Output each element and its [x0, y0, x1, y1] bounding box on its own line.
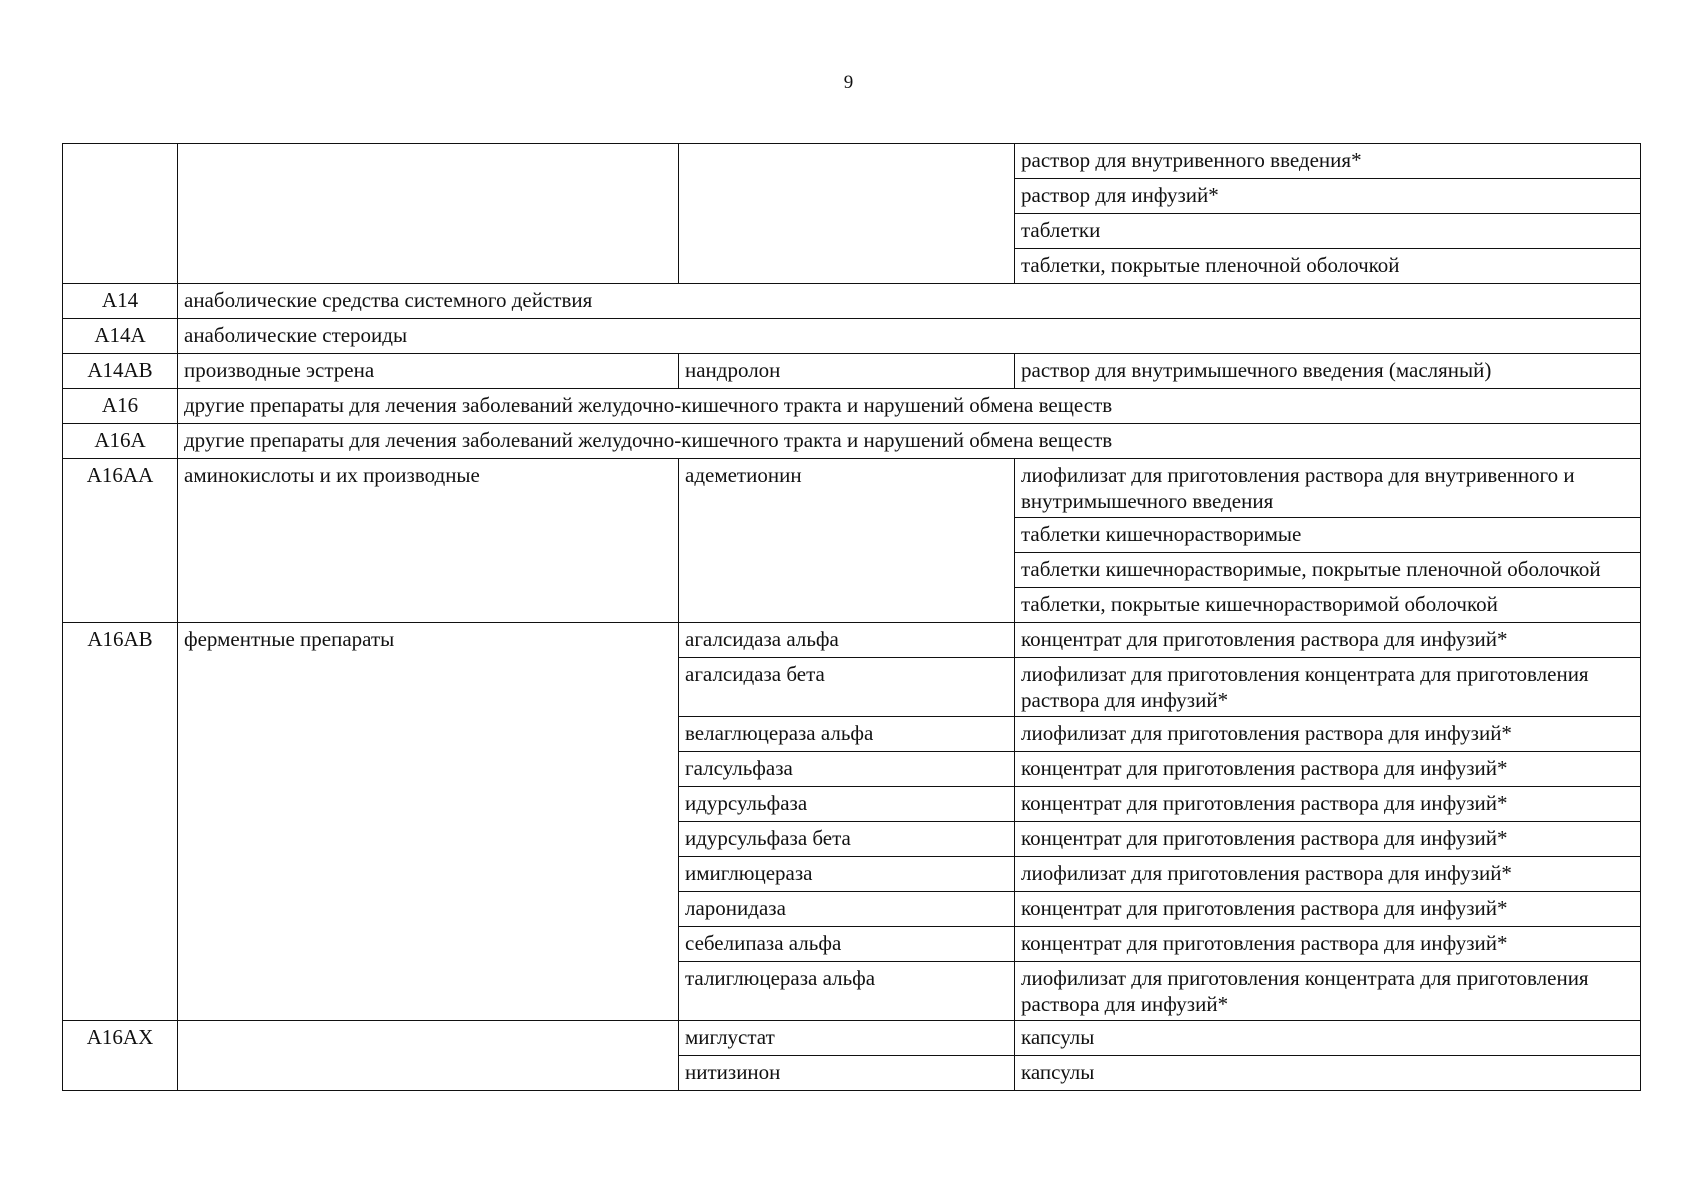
drug-cell [679, 144, 1015, 284]
drug-cell: талиглюцераза альфа [679, 962, 1015, 1021]
drug-cell: миглустат [679, 1021, 1015, 1056]
drug-cell: идурсульфаза [679, 787, 1015, 822]
drug-cell: агалсидаза альфа [679, 623, 1015, 658]
code-cell: A14 [63, 284, 178, 319]
drug-table [62, 143, 1641, 1091]
drug-cell: велаглюцераза альфа [679, 717, 1015, 752]
form-cell: лиофилизат для приготовления раствора для внутривенного и внутримышечного введения [1015, 459, 1641, 518]
group-cell [178, 1021, 679, 1091]
code-cell: A14A [63, 319, 178, 354]
table-row [63, 1021, 1641, 1056]
form-cell: таблетки, покрытые кишечнорастворимой оболочкой [1015, 588, 1641, 623]
form-cell: концентрат для приготовления раствора для инфузий* [1015, 752, 1641, 787]
code-cell: A14AB [63, 354, 178, 389]
group-cell: другие препараты для лечения заболеваний желудочно-кишечного тракта и нарушений обмена веществ [178, 389, 1641, 424]
group-cell: производные эстрена [178, 354, 679, 389]
page-number: 9 [843, 72, 854, 93]
drug-cell: имиглюцераза [679, 857, 1015, 892]
drug-cell: галсульфаза [679, 752, 1015, 787]
form-cell: лиофилизат для приготовления раствора для инфузий* [1015, 717, 1641, 752]
group-cell: анаболические стероиды [178, 319, 1641, 354]
table-row [63, 354, 1641, 389]
form-cell: лиофилизат для приготовления раствора для инфузий* [1015, 857, 1641, 892]
table-row [63, 144, 1641, 179]
form-cell: концентрат для приготовления раствора для инфузий* [1015, 623, 1641, 658]
form-cell: раствор для внутривенного введения* [1015, 144, 1641, 179]
code-cell: A16AB [63, 623, 178, 1021]
code-cell: A16 [63, 389, 178, 424]
table-row [63, 319, 1641, 354]
form-cell: раствор для внутримышечного введения (масляный) [1015, 354, 1641, 389]
form-cell: раствор для инфузий* [1015, 179, 1641, 214]
form-cell: капсулы [1015, 1056, 1641, 1091]
table-row [63, 389, 1641, 424]
table-row [63, 623, 1641, 658]
code-cell: A16AA [63, 459, 178, 623]
group-cell: анаболические средства системного действия [178, 284, 1641, 319]
code-cell [63, 144, 178, 284]
drug-cell: ларонидаза [679, 892, 1015, 927]
drug-cell: нандролон [679, 354, 1015, 389]
drug-cell: адеметионин [679, 459, 1015, 623]
table-row [63, 459, 1641, 518]
form-cell: лиофилизат для приготовления концентрата для приготовления раствора для инфузий* [1015, 962, 1641, 1021]
group-cell [178, 144, 679, 284]
form-cell: концентрат для приготовления раствора для инфузий* [1015, 822, 1641, 857]
code-cell: A16AX [63, 1021, 178, 1091]
form-cell: таблетки, покрытые пленочной оболочкой [1015, 249, 1641, 284]
form-cell: лиофилизат для приготовления концентрата для приготовления раствора для инфузий* [1015, 658, 1641, 717]
drug-cell: идурсульфаза бета [679, 822, 1015, 857]
form-cell: концентрат для приготовления раствора для инфузий* [1015, 927, 1641, 962]
drug-cell: нитизинон [679, 1056, 1015, 1091]
drug-cell: агалсидаза бета [679, 658, 1015, 717]
table-row [63, 284, 1641, 319]
form-cell: таблетки [1015, 214, 1641, 249]
form-cell: концентрат для приготовления раствора для инфузий* [1015, 892, 1641, 927]
drug-cell: себелипаза альфа [679, 927, 1015, 962]
form-cell: таблетки кишечнорастворимые [1015, 518, 1641, 553]
code-cell: A16A [63, 424, 178, 459]
group-cell: другие препараты для лечения заболеваний желудочно-кишечного тракта и нарушений обмена веществ [178, 424, 1641, 459]
form-cell: концентрат для приготовления раствора для инфузий* [1015, 787, 1641, 822]
form-cell: капсулы [1015, 1021, 1641, 1056]
group-cell: аминокислоты и их производные [178, 459, 679, 623]
form-cell: таблетки кишечнорастворимые, покрытые пленочной оболочкой [1015, 553, 1641, 588]
table-row [63, 424, 1641, 459]
group-cell: ферментные препараты [178, 623, 679, 1021]
